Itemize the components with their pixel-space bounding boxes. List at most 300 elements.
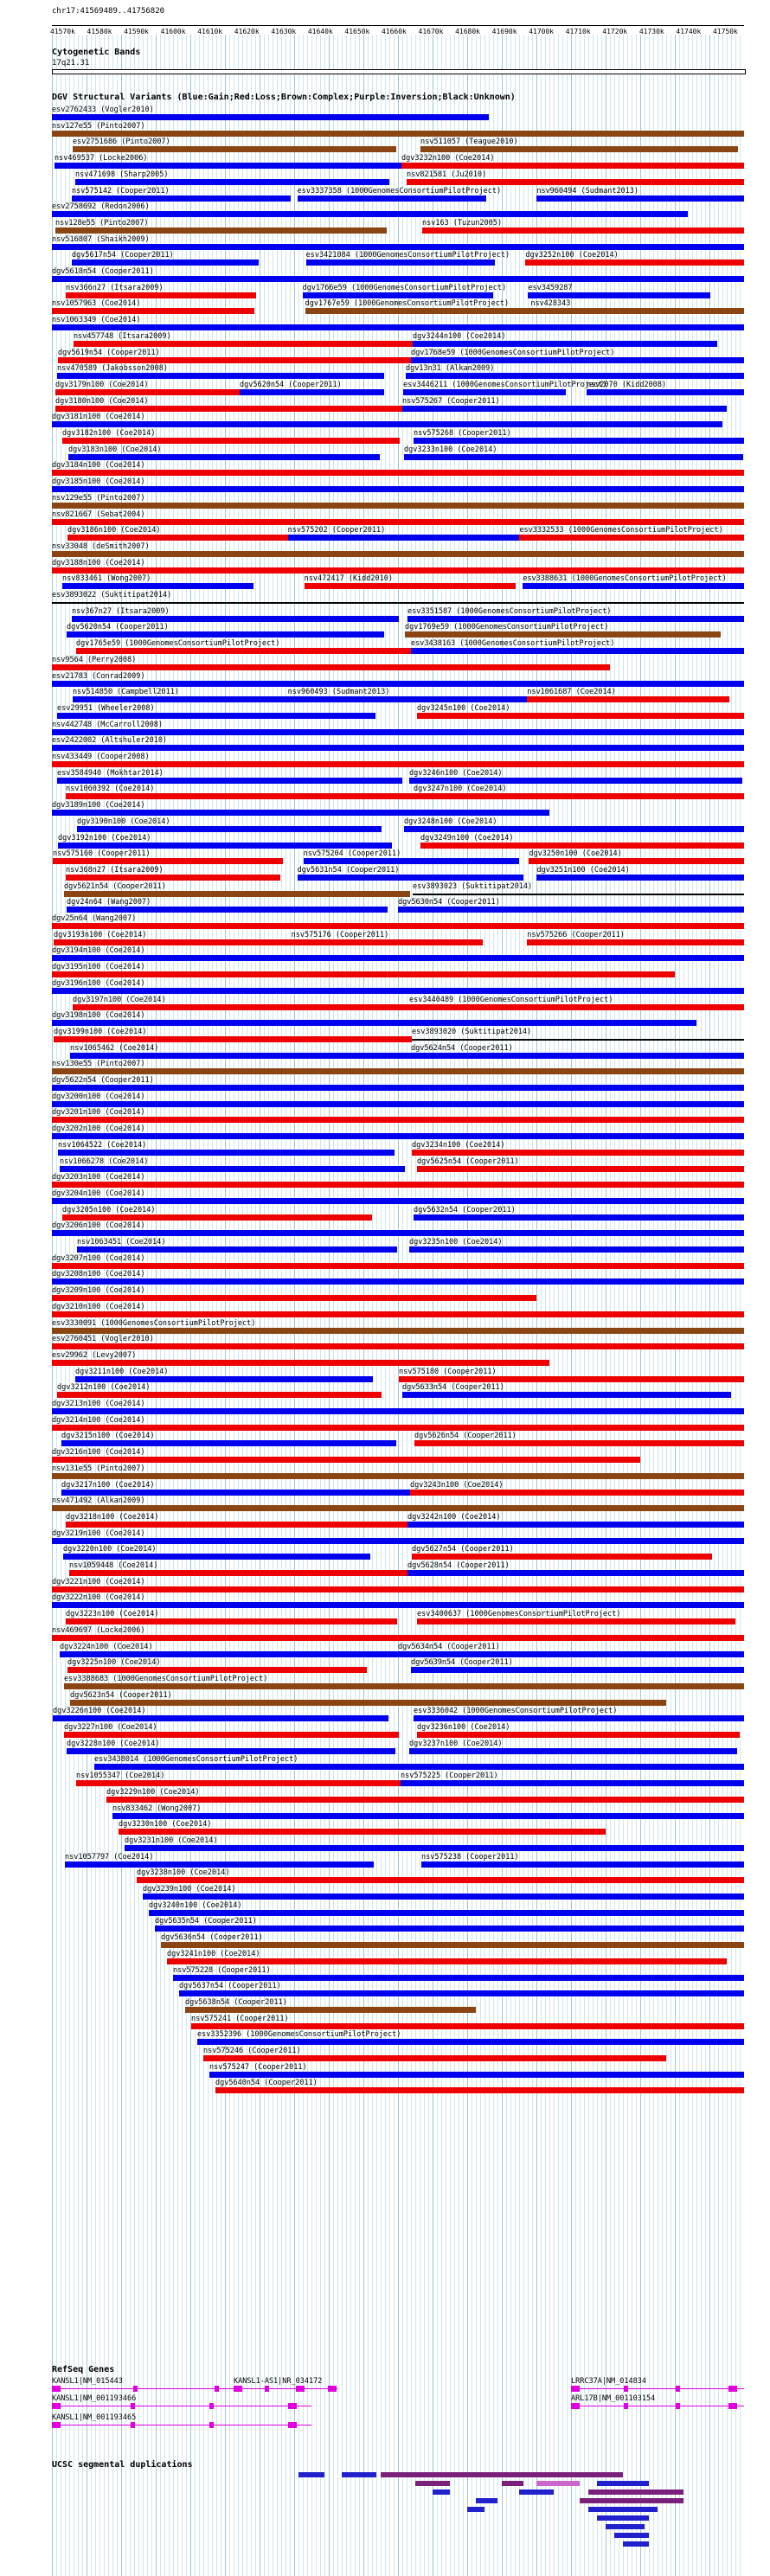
segdup-block[interactable] [597, 2481, 649, 2486]
dgv-variant-bar[interactable] [52, 602, 744, 604]
dgv-variant-bar[interactable] [52, 324, 744, 330]
dgv-variant-bar[interactable] [61, 1440, 396, 1446]
segdup-block[interactable] [433, 2489, 450, 2495]
dgv-variant-bar[interactable] [63, 1554, 370, 1560]
dgv-variant-bar[interactable] [57, 1392, 382, 1398]
refseq-exon[interactable] [234, 2386, 242, 2392]
refseq-title: RefSeq Genes [52, 2365, 115, 2374]
dgv-variant-label: dgv3232n100 (Coe2014) [401, 154, 495, 163]
dgv-variant-label: esv2760451 (Vogler2010) [52, 1335, 154, 1344]
dgv-variant-label: esv3584940 (Mokhtar2014) [57, 768, 164, 778]
dgv-variant-bar[interactable] [288, 535, 533, 541]
dgv-variant-bar[interactable] [52, 923, 744, 929]
dgv-variant-bar[interactable] [407, 179, 744, 185]
refseq-exon[interactable] [52, 2403, 61, 2409]
dgv-variant-bar[interactable] [240, 389, 384, 395]
dgv-variant-bar[interactable] [68, 454, 380, 460]
dgv-variant-bar[interactable] [403, 389, 566, 395]
segdup-block[interactable] [424, 2472, 623, 2477]
dgv-variant-bar[interactable] [404, 826, 744, 832]
dgv-variant-bar[interactable] [106, 1797, 744, 1803]
dgv-variant-bar[interactable] [399, 1376, 744, 1382]
segdup-title: UCSC segmental duplications [52, 2460, 193, 2470]
cytoband-bar[interactable] [52, 69, 746, 74]
dgv-variant-bar[interactable] [52, 1457, 640, 1463]
dgv-variant-bar[interactable] [64, 1683, 744, 1689]
dgv-variant-label: nsv575204 (Cooper2011) [303, 849, 401, 859]
refseq-exon[interactable] [131, 2422, 135, 2428]
dgv-variant-bar[interactable] [411, 1667, 744, 1673]
dgv-variant-bar[interactable] [66, 875, 280, 881]
dgv-variant-label: nsv457748 (Itsara2009) [74, 331, 171, 341]
refseq-exon[interactable] [288, 2403, 297, 2409]
refseq-exon[interactable] [728, 2403, 737, 2409]
segdup-block[interactable] [597, 2515, 649, 2521]
dgv-variant-label: dgv3233n100 (Coe2014) [404, 445, 497, 454]
dgv-variant-bar[interactable] [52, 1473, 744, 1479]
dgv-variant-label: dgv1766e59 (1000GenomesConsortiumPilotProject) [302, 283, 507, 292]
dgv-variant-bar[interactable] [52, 761, 744, 767]
dgv-variant-bar[interactable] [94, 1764, 744, 1770]
dgv-variant-bar[interactable] [404, 454, 743, 460]
dgv-variant-label: dgv13n31 (Alkan2009) [406, 364, 495, 374]
dgv-variant-bar[interactable] [519, 535, 744, 541]
dgv-variant-bar[interactable] [52, 1311, 744, 1317]
dgv-variant-bar[interactable] [191, 2023, 744, 2029]
dgv-variant-bar[interactable] [52, 486, 744, 492]
dgv-variant-bar[interactable] [60, 1651, 413, 1657]
dgv-variant-bar[interactable] [417, 713, 744, 719]
dgv-variant-label: nsv471492 (Alkan2009) [52, 1496, 145, 1506]
dgv-variant-bar[interactable] [421, 1862, 744, 1868]
dgv-variant-bar[interactable] [52, 519, 744, 525]
dgv-variant-bar[interactable] [52, 1068, 744, 1074]
dgv-variant-bar[interactable] [62, 1214, 372, 1221]
refseq-gene-label: LRRC37A|NM_014834 [571, 2377, 646, 2386]
segdup-block[interactable] [381, 2472, 424, 2477]
dgv-variant-bar[interactable] [167, 1958, 727, 1964]
dgv-variant-label: dgv3228n100 (Coe2014) [67, 1739, 160, 1748]
dgv-variant-bar[interactable] [52, 1328, 744, 1334]
dgv-variant-label: dgv5634n54 (Cooper2011) [398, 1642, 500, 1651]
refseq-exon[interactable] [288, 2422, 297, 2428]
segdup-block[interactable] [623, 2541, 649, 2547]
dgv-variant-label: dgv1765e59 (1000GenomesConsortiumPilotProject) [76, 639, 280, 649]
dgv-variant-label: dgv3226n100 (Coe2014) [53, 1707, 146, 1716]
dgv-variant-bar[interactable] [52, 503, 744, 509]
dgv-variant-bar[interactable] [417, 1166, 744, 1172]
dgv-variant-label: dgv3181n100 (Coe2014) [52, 413, 145, 422]
segdup-block[interactable] [298, 2472, 324, 2477]
ruler-tick-label: 41740k [676, 28, 702, 35]
dgv-variant-bar[interactable] [402, 406, 727, 412]
dgv-variant-bar[interactable] [52, 567, 744, 574]
refseq-exon[interactable] [571, 2403, 580, 2409]
dgv-variant-bar[interactable] [55, 163, 403, 169]
refseq-exon[interactable] [215, 2386, 219, 2392]
refseq-exon[interactable] [676, 2403, 680, 2409]
dgv-variant-bar[interactable] [414, 793, 744, 799]
dgv-variant-label: dgv25n64 (Wang2007) [52, 914, 137, 923]
ruler-tick-label: 41630k [271, 28, 297, 35]
segdup-block[interactable] [415, 2481, 450, 2486]
dgv-variant-bar[interactable] [52, 551, 744, 557]
dgv-variant-bar[interactable] [306, 260, 496, 266]
dgv-variant-bar[interactable] [185, 2007, 476, 2013]
dgv-variant-bar[interactable] [414, 438, 744, 444]
segdup-block[interactable] [588, 2489, 683, 2495]
dgv-variant-bar[interactable] [587, 389, 744, 395]
refseq-exon[interactable] [676, 2386, 680, 2392]
dgv-variant-bar[interactable] [66, 1618, 397, 1624]
segdup-block[interactable] [502, 2481, 523, 2486]
dgv-variant-bar[interactable] [411, 648, 744, 654]
dgv-variant-bar[interactable] [75, 1376, 373, 1382]
dgv-variant-label: esv3337358 (1000GenomesConsortiumPilotProject) [297, 186, 502, 195]
segdup-block[interactable] [342, 2472, 376, 2477]
dgv-variant-bar[interactable] [401, 1780, 744, 1786]
dgv-variant-bar[interactable] [420, 843, 744, 849]
segdup-block[interactable] [476, 2498, 497, 2503]
ruler-tick-label: 41730k [638, 28, 664, 35]
dgv-variant-label: dgv3189n100 (Coe2014) [52, 801, 145, 811]
dgv-variant-bar[interactable] [413, 894, 744, 895]
refseq-exon[interactable] [328, 2386, 337, 2392]
dgv-variant-bar[interactable] [52, 308, 254, 314]
refseq-exon[interactable] [265, 2386, 269, 2392]
segdup-block[interactable] [467, 2507, 484, 2512]
dgv-variant-bar[interactable] [528, 292, 710, 298]
refseq-exon[interactable] [133, 2386, 138, 2392]
dgv-variant-bar[interactable] [536, 875, 744, 881]
dgv-variant-label: nsv470589 (Jakobsson2008) [57, 364, 168, 374]
dgv-variant-bar[interactable] [52, 745, 744, 751]
refseq-exon[interactable] [209, 2403, 214, 2409]
dgv-variant-bar[interactable] [67, 907, 388, 913]
dgv-variant-bar[interactable] [58, 1150, 395, 1156]
dgv-variant-label: dgv3201n100 (Coe2014) [52, 1108, 145, 1118]
dgv-variant-bar[interactable] [52, 114, 489, 120]
dgv-variant-bar[interactable] [406, 373, 744, 379]
dgv-variant-bar[interactable] [527, 696, 729, 702]
dgv-variant-bar[interactable] [409, 1004, 744, 1010]
dgv-variant-bar[interactable] [409, 1748, 737, 1754]
dgv-variant-bar[interactable] [53, 858, 283, 864]
dgv-variant-label: nsv129e55 (Pinto2007) [52, 493, 145, 503]
dgv-variant-bar[interactable] [409, 1246, 744, 1253]
dgv-variant-bar[interactable] [417, 1732, 740, 1738]
dgv-variant-bar[interactable] [407, 1522, 744, 1528]
dgv-variant-label: esv29962 (Levy2007) [52, 1350, 137, 1360]
dgv-variant-bar[interactable] [52, 1117, 744, 1123]
dgv-variant-label: nsv368n27 (Itsara2009) [66, 865, 164, 875]
dgv-variant-label: dgv3216n100 (Coe2014) [52, 1448, 145, 1458]
ruler-tick-label: 41720k [602, 28, 628, 35]
dgv-variant-bar[interactable] [77, 1246, 397, 1253]
dgv-variant-label: nsv575228 (Cooper2011) [173, 1965, 271, 1975]
segdup-block[interactable] [580, 2498, 683, 2503]
tracks-area[interactable] [52, 0, 744, 2576]
dgv-variant-bar[interactable] [66, 292, 256, 298]
dgv-variant-label: dgv5625n54 (Cooper2011) [417, 1157, 519, 1166]
dgv-variant-bar[interactable] [420, 146, 738, 152]
segdup-block[interactable] [519, 2489, 554, 2495]
refseq-exon[interactable] [571, 2386, 580, 2392]
dgv-variant-bar[interactable] [417, 1618, 735, 1624]
dgv-variant-bar[interactable] [57, 713, 375, 719]
dgv-variant-bar[interactable] [155, 1926, 744, 1932]
segdup-block[interactable] [588, 2507, 658, 2512]
dgv-variant-bar[interactable] [288, 696, 537, 702]
ruler-tick-label: 41620k [234, 28, 260, 35]
dgv-variant-bar[interactable] [66, 793, 432, 799]
segdup-block[interactable] [536, 2481, 580, 2486]
dgv-variant-bar[interactable] [73, 1004, 420, 1010]
dgv-variant-bar[interactable] [161, 1942, 744, 1948]
dgv-variant-bar[interactable] [303, 292, 494, 298]
dgv-variant-label: nsv469697 (Locke2006) [52, 1625, 145, 1635]
dgv-variant-bar[interactable] [52, 1020, 696, 1026]
dgv-variant-bar[interactable] [402, 1392, 731, 1398]
dgv-variant-label: dgv1769e59 (1000GenomesConsortiumPilotProject) [405, 623, 609, 632]
dgv-variant-bar[interactable] [530, 308, 744, 314]
dgv-variant-bar[interactable] [405, 631, 721, 638]
dgv-variant-label: dgv3220n100 (Coe2014) [63, 1545, 157, 1554]
dgv-variant-label: dgv3251n100 (Coe2014) [536, 865, 630, 875]
dgv-variant-bar[interactable] [52, 1263, 744, 1269]
dgv-variant-bar[interactable] [75, 179, 389, 185]
dgv-variant-bar[interactable] [58, 357, 415, 363]
dgv-variant-bar[interactable] [52, 1635, 744, 1641]
dgv-variant-bar[interactable] [411, 1053, 744, 1059]
dgv-variant-bar[interactable] [52, 971, 675, 977]
dgv-variant-bar[interactable] [73, 146, 396, 152]
dgv-variant-label: dgv3247n100 (Coe2014) [414, 785, 507, 794]
dgv-variant-bar[interactable] [61, 1490, 431, 1496]
dgv-variant-label: nsv127e55 (Pinto2007) [52, 121, 145, 131]
dgv-variant-bar[interactable] [52, 729, 744, 735]
dgv-variant-label: dgv3205n100 (Coe2014) [62, 1205, 156, 1214]
dgv-variant-label: nsv833462 (Wong2007) [112, 1804, 202, 1813]
dgv-variant-label: dgv3230n100 (Coe2014) [119, 1820, 212, 1829]
dgv-variant-bar[interactable] [54, 1036, 412, 1042]
dgv-variant-bar[interactable] [305, 583, 517, 589]
dgv-variant-bar[interactable] [67, 1748, 395, 1754]
dgv-variant-bar[interactable] [412, 1150, 744, 1156]
dgv-variant-bar[interactable] [52, 1278, 744, 1285]
ruler-tick-label: 41660k [381, 28, 407, 35]
dgv-variant-bar[interactable] [52, 1295, 536, 1301]
dgv-variant-bar[interactable] [112, 1813, 744, 1819]
dgv-variant-bar[interactable] [413, 341, 717, 347]
dgv-variant-label: nsv575268 (Cooper2011) [414, 429, 511, 438]
refseq-gene-line[interactable] [234, 2388, 337, 2389]
dgv-variant-bar[interactable] [55, 227, 387, 234]
segdup-block[interactable] [606, 2524, 645, 2529]
dgv-variant-bar[interactable] [411, 357, 744, 363]
refseq-exon[interactable] [624, 2386, 628, 2392]
dgv-variant-label: esv3893022 (Suktitipat2014) [52, 591, 172, 599]
dgv-variant-label: nsv575246 (Cooper2011) [203, 2047, 301, 2055]
dgv-variant-bar[interactable] [64, 891, 410, 897]
dgv-variant-bar[interactable] [173, 1975, 744, 1981]
refseq-exon[interactable] [131, 2403, 135, 2409]
refseq-exon[interactable] [728, 2386, 737, 2392]
dgv-variant-bar[interactable] [74, 341, 420, 347]
dgv-variant-bar[interactable] [52, 988, 744, 994]
dgv-variant-bar[interactable] [125, 1845, 744, 1851]
dgv-variant-bar[interactable] [52, 131, 744, 137]
dgv-variant-bar[interactable] [407, 616, 744, 622]
dgv-variant-bar[interactable] [407, 1570, 744, 1576]
dgv-variant-bar[interactable] [52, 244, 744, 250]
dgv-variant-bar[interactable] [52, 1360, 549, 1366]
dgv-variant-bar[interactable] [179, 1990, 744, 1996]
dgv-variant-bar[interactable] [52, 1602, 744, 1608]
dgv-variant-bar[interactable] [73, 696, 305, 702]
dgv-variant-bar[interactable] [143, 1894, 744, 1900]
dgv-variant-bar[interactable] [58, 843, 392, 849]
dgv-variant-bar[interactable] [52, 1425, 744, 1431]
dgv-variant-label: esv3336042 (1000GenomesConsortiumPilotProject) [414, 1707, 618, 1716]
dgv-variant-bar[interactable] [298, 875, 524, 881]
dgv-variant-bar[interactable] [197, 2039, 744, 2045]
dgv-variant-bar[interactable] [52, 664, 610, 670]
dgv-variant-bar[interactable] [72, 616, 399, 622]
dgv-variant-bar[interactable] [398, 1651, 744, 1657]
dgv-variant-bar[interactable] [70, 1053, 428, 1059]
dgv-variant-bar[interactable] [55, 406, 414, 412]
dgv-variant-bar[interactable] [412, 1039, 744, 1041]
dgv-variant-label: dgv3240n100 (Coe2014) [149, 1900, 242, 1910]
dgv-variant-label: dgv3245n100 (Coe2014) [417, 703, 510, 713]
dgv-variant-bar[interactable] [401, 163, 744, 169]
dgv-variant-bar[interactable] [52, 1101, 744, 1107]
dgv-variant-bar[interactable] [414, 1440, 744, 1446]
refseq-exon[interactable] [52, 2386, 61, 2392]
dgv-variant-bar[interactable] [67, 535, 309, 541]
segdup-block[interactable] [614, 2533, 649, 2538]
dgv-variant-bar[interactable] [536, 195, 744, 202]
dgv-variant-bar[interactable] [137, 1877, 744, 1883]
dgv-variant-bar[interactable] [52, 955, 744, 961]
dgv-variant-label: dgv3239n100 (Coe2014) [143, 1885, 236, 1894]
dgv-variant-bar[interactable] [52, 1230, 744, 1236]
dgv-variant-bar[interactable] [527, 939, 744, 945]
dgv-variant-label: esv3446211 (1000GenomesConsortiumPilotProject) [403, 380, 607, 389]
dgv-variant-bar[interactable] [62, 583, 253, 589]
dgv-variant-bar[interactable] [305, 308, 540, 314]
dgv-variant-bar[interactable] [52, 1085, 744, 1091]
dgv-variant-label: nsv575160 (Cooper2011) [53, 849, 151, 859]
dgv-variant-bar[interactable] [66, 1522, 430, 1528]
ruler-tick-label: 41670k [418, 28, 444, 35]
dgv-variant-label: dgv3202n100 (Coe2014) [52, 1125, 145, 1134]
dgv-variant-bar[interactable] [209, 2072, 744, 2078]
dgv-variant-bar[interactable] [52, 470, 744, 476]
dgv-variant-bar[interactable] [64, 1732, 399, 1738]
dgv-variant-bar[interactable] [52, 276, 744, 282]
dgv-variant-label: dgv5620n54 (Cooper2011) [240, 380, 342, 389]
dgv-variant-label: esv2758692 (Redon2006) [52, 202, 150, 212]
refseq-gene-line[interactable] [571, 2388, 744, 2389]
dgv-variant-bar[interactable] [72, 260, 259, 266]
dgv-variant-bar[interactable] [52, 1586, 744, 1592]
dgv-variant-label: dgv5636n54 (Cooper2011) [161, 1933, 263, 1943]
dgv-variant-bar[interactable] [119, 1829, 606, 1835]
refseq-exon[interactable] [297, 2386, 301, 2392]
dgv-variant-label: dgv5622n54 (Cooper2011) [52, 1076, 154, 1085]
dgv-variant-bar[interactable] [57, 373, 384, 379]
dgv-variant-bar[interactable] [529, 858, 744, 864]
dgv-variant-bar[interactable] [52, 421, 722, 427]
dgv-variant-bar[interactable] [410, 1490, 744, 1496]
dgv-variant-bar[interactable] [203, 2055, 666, 2061]
dgv-variant-bar[interactable] [55, 389, 247, 395]
dgv-variant-bar[interactable] [60, 1166, 405, 1172]
dgv-variant-bar[interactable] [76, 648, 411, 654]
dgv-variant-bar[interactable] [414, 1715, 744, 1721]
refseq-exon[interactable] [624, 2403, 628, 2409]
ruler-tick-label: 41710k [565, 28, 591, 35]
dgv-variant-label: esv3438163 (1000GenomesConsortiumPilotProject) [411, 639, 615, 649]
dgv-variant-bar[interactable] [215, 2087, 744, 2093]
dgv-variant-label: dgv3199n100 (Coe2014) [54, 1027, 147, 1036]
dgv-variant-bar[interactable] [77, 826, 382, 832]
dgv-variant-bar[interactable] [52, 1198, 744, 1204]
dgv-variant-bar[interactable] [52, 810, 549, 816]
dgv-variant-bar[interactable] [304, 858, 520, 864]
dgv-variant-label: dgv3243n100 (Coe2014) [410, 1480, 504, 1490]
dgv-variant-bar[interactable] [52, 211, 688, 217]
dgv-variant-bar[interactable] [52, 1538, 744, 1544]
dgv-variant-bar[interactable] [76, 1780, 402, 1786]
dgv-variant-bar[interactable] [57, 778, 402, 784]
dgv-variant-bar[interactable] [67, 1667, 367, 1673]
dgv-variant-bar[interactable] [298, 195, 487, 202]
dgv-variant-bar[interactable] [422, 227, 744, 234]
dgv-variant-label: nsv575180 (Cooper2011) [399, 1367, 497, 1376]
dgv-variant-bar[interactable] [414, 1214, 744, 1221]
dgv-variant-bar[interactable] [525, 260, 744, 266]
refseq-exon[interactable] [52, 2422, 61, 2428]
ruler-tick-label: 41650k [344, 28, 370, 35]
dgv-variant-bar[interactable] [523, 583, 744, 589]
dgv-variant-bar[interactable] [69, 1570, 429, 1576]
dgv-variant-bar[interactable] [52, 1182, 744, 1188]
refseq-exon[interactable] [209, 2422, 214, 2428]
dgv-variant-bar[interactable] [70, 1700, 666, 1706]
dgv-variant-bar[interactable] [292, 939, 484, 945]
dgv-variant-bar[interactable] [52, 1408, 744, 1414]
dgv-variant-bar[interactable] [52, 681, 744, 687]
dgv-variant-bar[interactable] [67, 631, 384, 638]
dgv-variant-bar[interactable] [54, 939, 314, 945]
dgv-variant-label: dgv3204n100 (Coe2014) [52, 1189, 145, 1198]
dgv-variant-bar[interactable] [149, 1910, 744, 1916]
dgv-variant-label: esv3352396 (1000GenomesConsortiumPilotProject) [197, 2030, 401, 2040]
dgv-variant-bar[interactable] [398, 907, 744, 913]
dgv-variant-bar[interactable] [52, 1133, 744, 1139]
dgv-variant-bar[interactable] [52, 1505, 744, 1511]
dgv-variant-bar[interactable] [62, 438, 400, 444]
dgv-variant-bar[interactable] [412, 1554, 712, 1560]
dgv-variant-bar[interactable] [409, 778, 742, 784]
dgv-variant-bar[interactable] [52, 1343, 744, 1349]
dgv-variant-bar[interactable] [65, 1862, 374, 1868]
dgv-variant-bar[interactable] [53, 1715, 388, 1721]
dgv-variant-bar[interactable] [72, 195, 291, 202]
